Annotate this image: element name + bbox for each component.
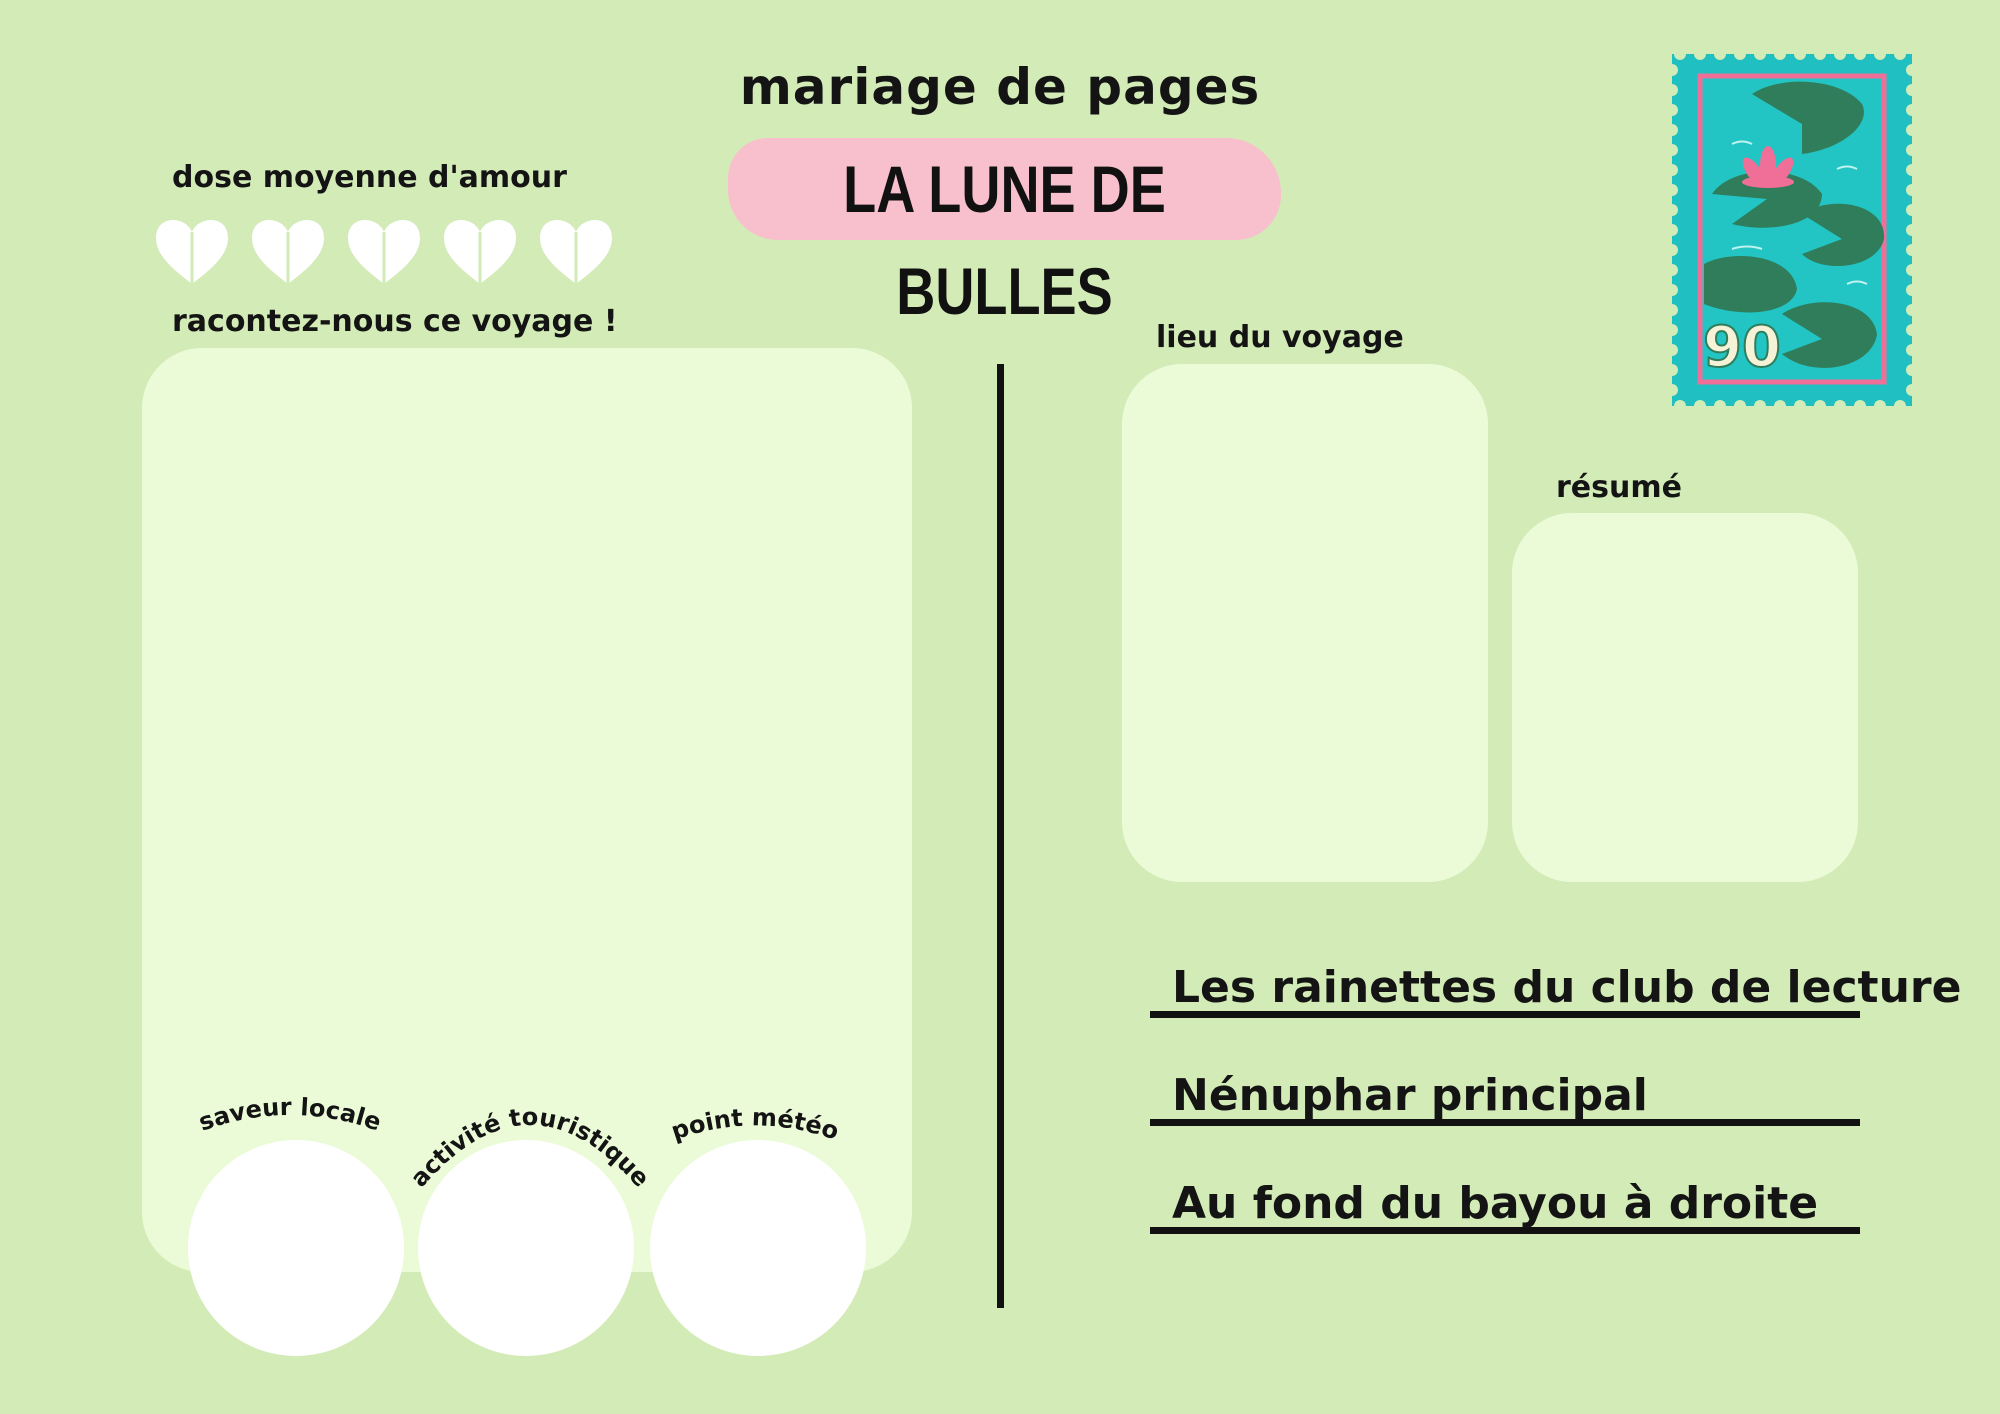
heart-icon[interactable] xyxy=(344,212,424,286)
page-title: LA LUNE DE BULLES xyxy=(843,152,1166,328)
summary-box[interactable] xyxy=(1512,513,1858,882)
svg-text:point météo: point météo xyxy=(667,1103,843,1146)
location-label: lieu du voyage xyxy=(1156,320,1404,355)
lily-pad-stamp xyxy=(1672,54,1912,406)
summary-label: résumé xyxy=(1556,470,1682,505)
address-line-1[interactable]: Les rainettes du club de lecture xyxy=(1150,958,1860,1018)
story-label: racontez-nous ce voyage ! xyxy=(172,304,618,339)
stamp-value: 90 xyxy=(1703,315,1781,380)
svg-text:saveur locale: saveur locale xyxy=(195,1092,385,1137)
point-meteo-circle[interactable] xyxy=(650,1140,866,1356)
address-line-2[interactable]: Nénuphar principal xyxy=(1150,1066,1860,1126)
heart-icon[interactable] xyxy=(440,212,520,286)
heart-icon[interactable] xyxy=(152,212,232,286)
vertical-divider xyxy=(997,364,1004,1308)
rating-label: dose moyenne d'amour xyxy=(172,160,567,195)
address-line-3[interactable]: Au fond du bayou à droite xyxy=(1150,1174,1860,1234)
heart-icon[interactable] xyxy=(536,212,616,286)
saveur-locale-circle[interactable] xyxy=(188,1140,404,1356)
svg-text:activité touristique: activité touristique xyxy=(404,1102,656,1193)
rating-hearts[interactable] xyxy=(152,212,616,286)
heart-icon[interactable] xyxy=(248,212,328,286)
activite-touristique-circle[interactable] xyxy=(418,1140,634,1356)
page-subtitle: mariage de pages xyxy=(739,58,1261,116)
location-box[interactable] xyxy=(1122,364,1488,882)
